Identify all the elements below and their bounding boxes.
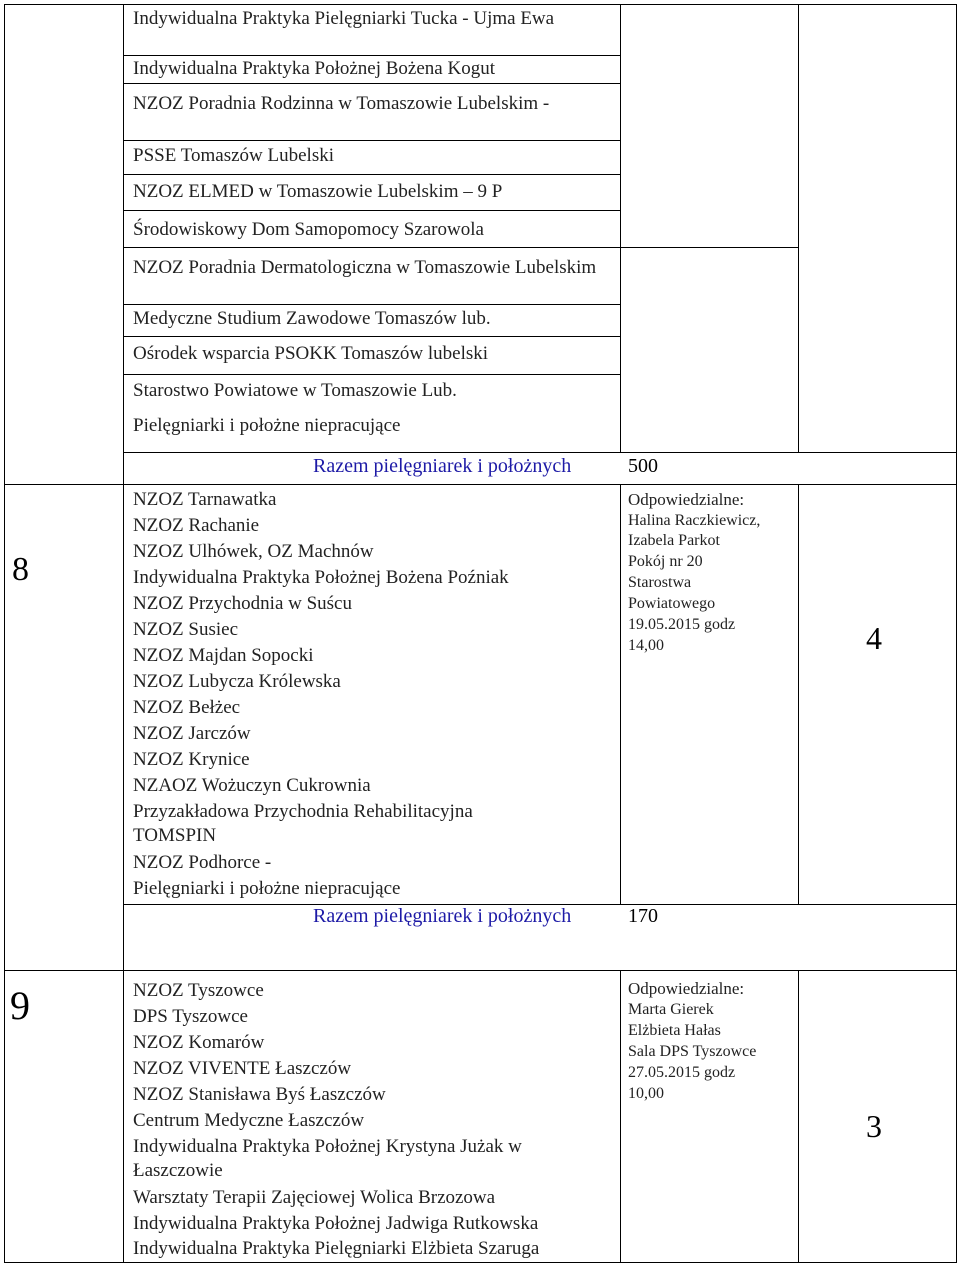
responsible-line: 19.05.2015 godz: [628, 616, 736, 633]
row-divider: [123, 336, 620, 337]
responsible-label: Odpowiedzialne:: [628, 490, 745, 509]
row-divider: [123, 210, 620, 211]
row9-top-line: [4, 970, 957, 971]
entry-text: NZOZ ELMED w Tomaszowie Lubelskim – 9 P: [133, 181, 503, 202]
entry-text: Medyczne Studium Zawodowe Tomaszów lub.: [133, 308, 491, 329]
entry-text: NZOZ Podhorce -: [133, 852, 272, 873]
row-divider: [123, 374, 620, 375]
responsible-line: 14,00: [628, 637, 664, 654]
entry-text: Starostwo Powiatowe w Tomaszowie Lub.: [133, 380, 457, 401]
entry-text: NZOZ Poradnia Dermatologiczna w Tomaszowie Lubelskim: [133, 257, 597, 278]
entry-text: NZOZ Majdan Sopocki: [133, 645, 314, 666]
responsible-line: Powiatowego: [628, 595, 716, 612]
entry-text: NZOZ Tarnawatka: [133, 489, 277, 510]
border-col2-bot: [620, 970, 621, 1262]
border-col2-mid: [620, 484, 621, 904]
row-divider: [123, 55, 620, 56]
entry-text: Ośrodek wsparcia PSOKK Tomaszów lubelski: [133, 343, 489, 364]
row-number: 9: [10, 983, 30, 1028]
entry-text: Indywidualna Praktyka Położnej Bożena Kogut: [133, 58, 495, 79]
entry-text: Indywidualna Praktyka Pielęgniarki Tucka - Ujma Ewa: [133, 8, 555, 29]
entry-text: NZOZ Stanisława Byś Łaszczów: [133, 1084, 386, 1105]
entry-text: Warsztaty Terapii Zajęciowej Wolica Brzozowa: [133, 1187, 496, 1208]
row-divider: [123, 83, 620, 84]
responsible-line: 27.05.2015 godz: [628, 1064, 736, 1081]
entry-text: NZOZ Jarczów: [133, 723, 251, 744]
row-divider: [123, 304, 620, 305]
responsible-line: Izabela Parkot: [628, 532, 720, 549]
count-value: 3: [866, 1108, 882, 1144]
entry-text: Centrum Medyczne Łaszczów: [133, 1110, 365, 1131]
entry-text: Indywidualna Praktyka Położnej Krystyna Jużak w Łaszczowie: [133, 1136, 522, 1181]
entry-text: Pielęgniarki i położne niepracujące: [133, 415, 401, 436]
responsible-line: Halina Raczkiewicz,: [628, 512, 761, 529]
total-label: Razem pielęgniarek i położnych: [313, 905, 572, 927]
row-divider: [123, 140, 620, 141]
border-right: [956, 4, 957, 1262]
border-col3-top: [798, 4, 799, 452]
entry-text: NZOZ Lubycza Królewska: [133, 671, 341, 692]
border-top: [4, 4, 957, 5]
border-col3-mid: [798, 484, 799, 904]
entry-text: NZOZ Przychodnia w Suścu: [133, 593, 352, 614]
border-col2-top: [620, 4, 621, 452]
border-bottom: [4, 1262, 957, 1263]
border-col3-bot: [798, 970, 799, 1262]
entry-text: NZOZ Krynice: [133, 749, 250, 770]
responsible-line: Pokój nr 20: [628, 553, 703, 570]
entry-text: NZOZ Rachanie: [133, 515, 260, 536]
entry-text: Indywidualna Praktyka Pielęgniarki Elżbieta Szaruga: [133, 1238, 540, 1259]
entry-text: NZOZ VIVENTE Łaszczów: [133, 1058, 352, 1079]
count-value: 4: [866, 620, 882, 656]
responsible-line: Marta Gierek: [628, 1001, 714, 1018]
entry-text: NZOZ Bełżec: [133, 697, 241, 718]
entry-text: Przyzakładowa Przychodnia Rehabilitacyjna TOMSPIN: [133, 801, 473, 846]
entry-text: PSSE Tomaszów Lubelski: [133, 145, 334, 166]
entry-text: Indywidualna Praktyka Położnej Bożena Poźniak: [133, 567, 509, 588]
responsible-label: Odpowiedzialne:: [628, 979, 745, 998]
entry-text: Środowiskowy Dom Samopomocy Szarowola: [133, 219, 484, 240]
entry-text: NZOZ Susiec: [133, 619, 239, 640]
row-divider: [123, 247, 798, 248]
row-number: 8: [12, 551, 29, 588]
entry-text: NZOZ Ulhówek, OZ Machnów: [133, 541, 374, 562]
entry-text: Indywidualna Praktyka Położnej Jadwiga Rutkowska: [133, 1213, 539, 1234]
entry-text: NZOZ Tyszowce: [133, 980, 264, 1001]
responsible-line: Sala DPS Tyszowce: [628, 1043, 757, 1060]
border-left: [4, 4, 5, 1262]
entry-text: NZAOZ Wożuczyn Cukrownia: [133, 775, 371, 796]
entry-text: DPS Tyszowce: [133, 1006, 248, 1027]
entry-text: Pielęgniarki i położne niepracujące: [133, 878, 401, 899]
total-value: 500: [628, 455, 658, 477]
row8-top-line: [4, 484, 957, 485]
row-divider: [123, 174, 620, 175]
total-label: Razem pielęgniarek i położnych: [313, 455, 572, 477]
row7-total-line: [123, 452, 957, 453]
responsible-line: 10,00: [628, 1085, 664, 1102]
entry-text: NZOZ Komarów: [133, 1032, 265, 1053]
total-value: 170: [628, 905, 658, 927]
border-col1: [123, 4, 124, 1262]
responsible-line: Starostwa: [628, 574, 692, 591]
entry-text: NZOZ Poradnia Rodzinna w Tomaszowie Lubelskim -: [133, 93, 550, 114]
responsible-line: Elżbieta Hałas: [628, 1022, 721, 1039]
